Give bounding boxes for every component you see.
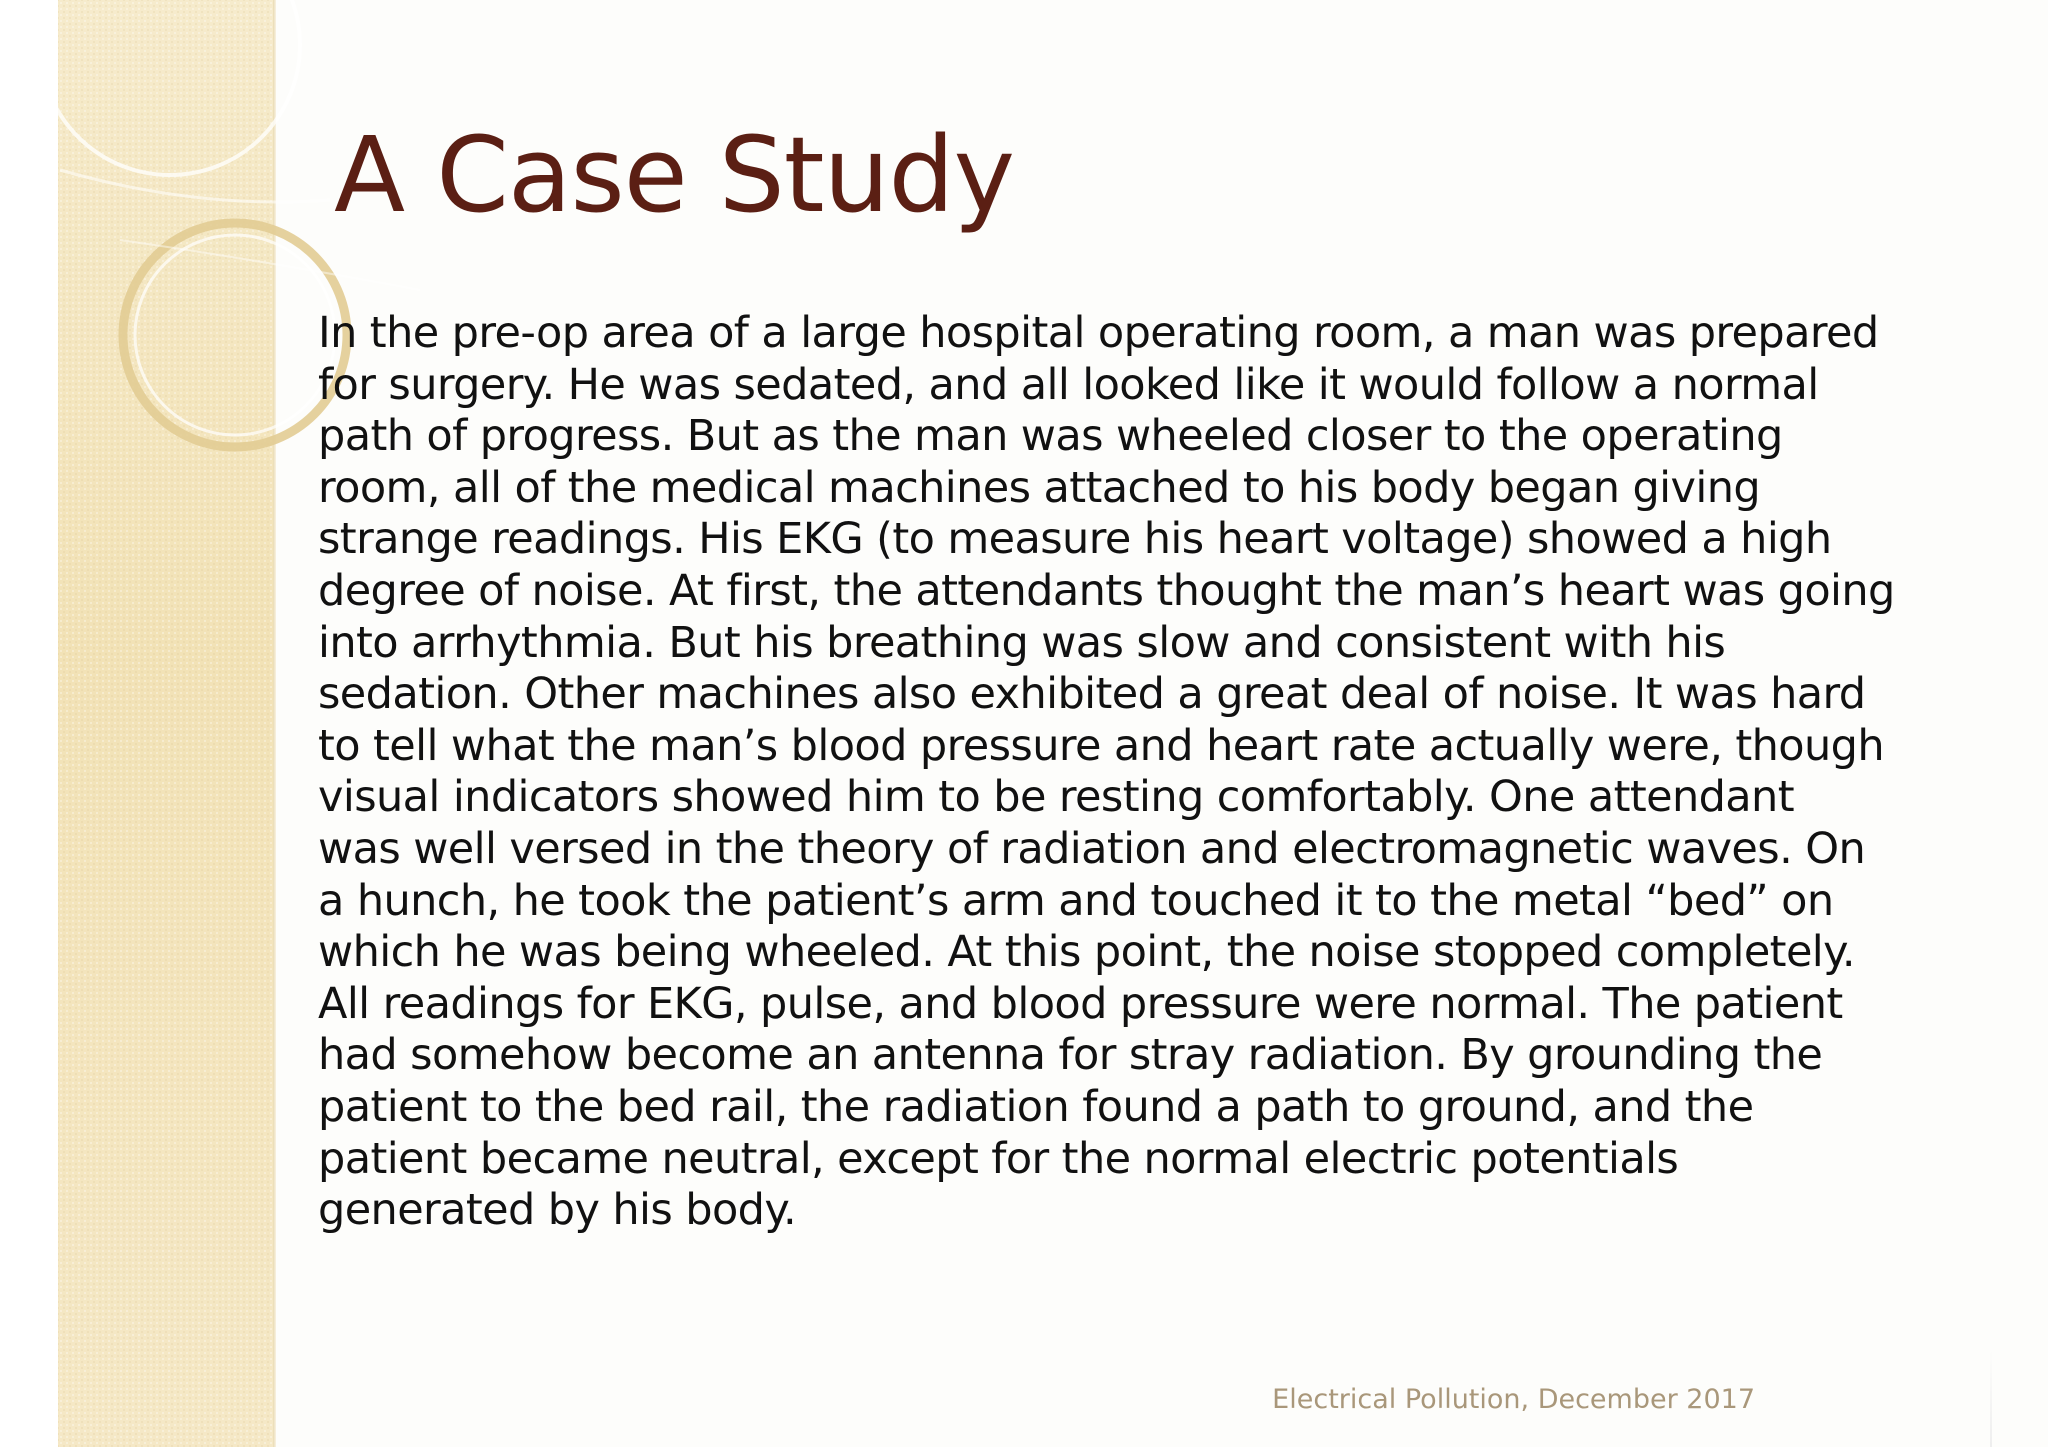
body-line: All readings for EKG, pulse, and blood pressure were normal. The patient: [318, 978, 1843, 1029]
left-margin: [0, 0, 58, 1447]
body-line: generated by his body.: [318, 1185, 797, 1236]
body-line: was well versed in the theory of radiation and electromagnetic waves. On: [318, 823, 1866, 874]
body-line: a hunch, he took the patient’s arm and touched it to the metal “bed” on: [318, 875, 1834, 926]
body-line: strange readings. His EKG (to measure his heart voltage) showed a high: [318, 514, 1832, 565]
body-line: into arrhythmia. But his breathing was slow and consistent with his: [318, 617, 1726, 668]
slide-title: A Case Study: [334, 114, 1015, 236]
slide-footer: Electrical Pollution, December 2017: [1272, 1384, 1755, 1415]
right-edge-divider: [1990, 1350, 1992, 1447]
body-line: to tell what the man’s blood pressure and heart rate actually were, though: [318, 720, 1884, 771]
body-line: sedation. Other machines also exhibited a great deal of noise. It was hard: [318, 669, 1866, 720]
body-line: patient became neutral, except for the normal electric potentials: [318, 1133, 1679, 1184]
body-line: path of progress. But as the man was wheeled closer to the operating: [318, 411, 1783, 462]
body-line: which he was being wheeled. At this point, the noise stopped completely.: [318, 927, 1855, 978]
decorative-side-band: [58, 0, 273, 1447]
body-line: In the pre-op area of a large hospital operating room, a man was prepared: [318, 308, 1879, 358]
side-band-edge: [273, 0, 276, 1447]
body-line: patient to the bed rail, the radiation found a path to ground, and the: [318, 1081, 1754, 1132]
body-line: visual indicators showed him to be resting comfortably. One attendant: [318, 772, 1794, 823]
body-line: had somehow become an antenna for stray radiation. By grounding the: [318, 1030, 1823, 1081]
body-line: degree of noise. At first, the attendants thought the man’s heart was going: [318, 565, 1895, 616]
body-line: for surgery. He was sedated, and all looked like it would follow a normal: [318, 359, 1819, 410]
body-line: room, all of the medical machines attached to his body began giving: [318, 462, 1761, 513]
case-study-body-text: [318, 308, 1978, 1237]
